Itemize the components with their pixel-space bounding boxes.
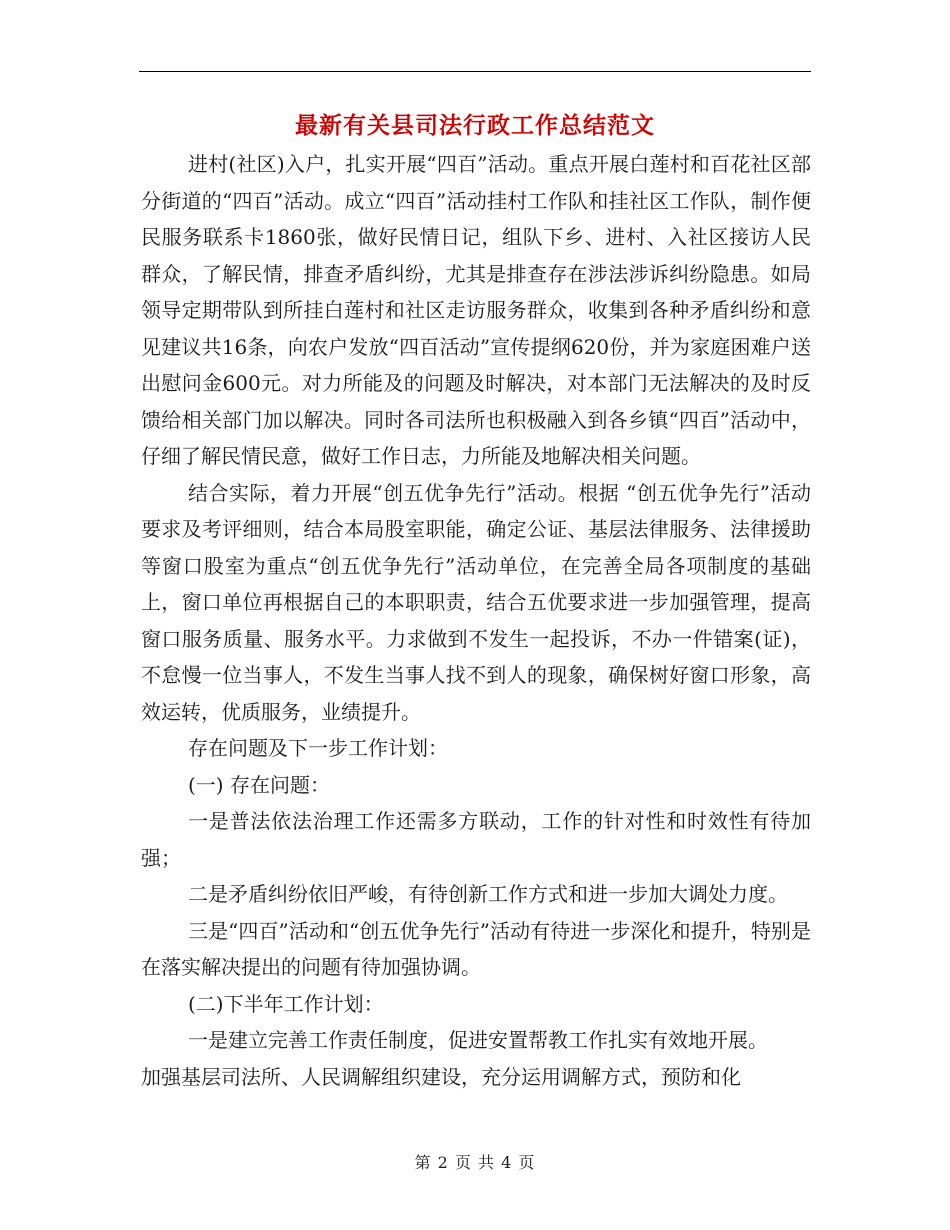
paragraph: 加强基层司法所、人民调解组织建设，充分运用调解方式，预防和化	[141, 1064, 741, 1089]
paragraph: 一是建立完善工作责任制度，促进安置帮教工作扎实有效地开展。	[188, 1028, 768, 1052]
paragraph: (一) 存在问题：	[188, 772, 330, 797]
paragraph: 一是普法依法治理工作还需多方联动，工作的针对性和时效性有待加强；	[141, 809, 811, 870]
document-body	[141, 146, 811, 1095]
page-number-footer: 第 2 页 共 4 页	[414, 1153, 536, 1172]
paragraph: 三是“四百”活动和“创五优争先行”活动有待进一步深化和提升，特别是在落实解决提出的问题有待加强协调。	[141, 918, 811, 979]
paragraph: 进村(社区)入户，扎实开展“四百”活动。重点开展白莲村和百花社区部分街道的“四百”活动。成立“四百”活动挂村工作队和挂社区工作队，制作便民服务联系卡1860张，做好民情日记，组队下乡、进村、入社区接访人民群众，了解民情，排查矛盾纠纷，尤其是排查存在涉法涉诉纠纷隐患。如局领导定期带队到所挂白莲村和社区走访服务群众，收集到各种矛盾纠纷和意见建议共16条，向农户发放“四百活动”宣传提纲620份，并为家庭困难户送出慰问金600元。对力所能及的问题及时解决，对本部门无法解决的及时反馈给相关部门加以解决。同时各司法所也积极融入到各乡镇“四百”活动中，仔细了解民情民意，做好工作日志，力所能及地解决相关问题。	[141, 152, 811, 468]
paragraph: 二是矛盾纠纷依旧严峻，有待创新工作方式和进一步加大调处力度。	[188, 882, 788, 906]
paragraph: (二)下半年工作计划：	[188, 991, 384, 1016]
paragraph: 结合实际，着力开展“创五优争先行”活动。根据 “创五优争先行”活动要求及考评细则，结合本局股室职能，确定公证、基层法律服务、法律援助等窗口股室为重点“创五优争先行”活动单位，在完善全局各项制度的基础上，窗口单位再根据自己的本职职责，结合五优要求进一步加强管理，提高窗口服务质量、服务水平。力求做到不发生一起投诉，不办一件错案(证)，不怠慢一位当事人，不发生当事人找不到人的现象，确保树好窗口形象，高效运转，优质服务，业绩提升。	[141, 480, 811, 724]
header-rule	[139, 71, 811, 72]
paragraph: 存在问题及下一步工作计划：	[188, 736, 448, 760]
document-title: 最新有关县司法行政工作总结范文	[295, 112, 655, 139]
